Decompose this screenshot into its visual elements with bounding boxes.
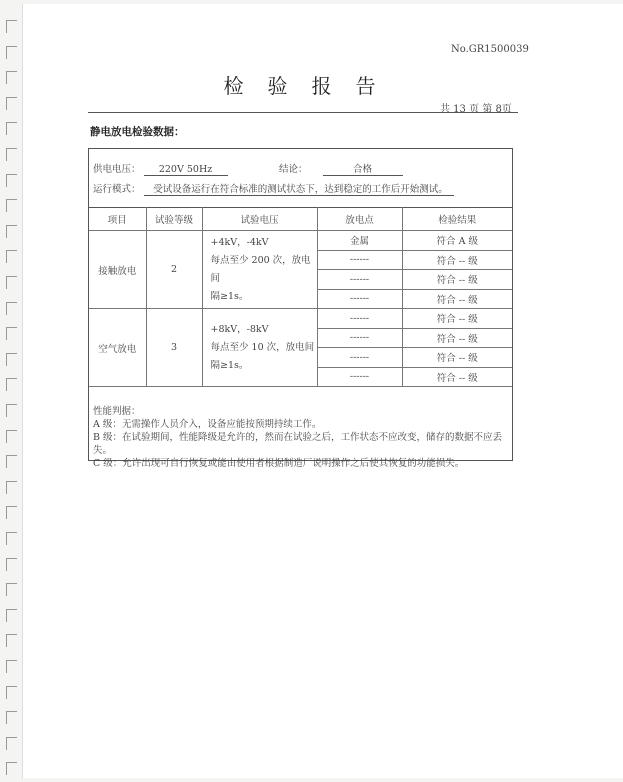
test-result: 符合 -- 级 <box>402 270 512 290</box>
supply-field <box>93 161 228 176</box>
contact-item: 接触放电 <box>89 231 146 309</box>
test-result: 符合 -- 级 <box>402 250 512 270</box>
test-result: 符合 -- 级 <box>402 367 512 387</box>
air-voltage-line: +8kV，-8kV <box>210 323 269 335</box>
contact-voltage <box>202 231 317 309</box>
test-data-box <box>88 148 513 469</box>
header-point: 放电点 <box>317 208 402 231</box>
conclusion-label: 结论： <box>279 164 308 175</box>
discharge-point: ------ <box>317 367 402 387</box>
contact-level: 2 <box>146 231 202 309</box>
header-result: 检验结果 <box>402 208 512 231</box>
contact-voltage-line: 隔≥1s。 <box>210 290 249 302</box>
test-result: 符合 -- 级 <box>402 348 512 368</box>
air-voltage-line: 隔≥1s。 <box>210 359 249 371</box>
test-result: 符合 A 级 <box>402 231 512 251</box>
discharge-point: ------ <box>317 289 402 309</box>
air-voltage <box>202 309 317 387</box>
header-rule <box>88 112 518 113</box>
page-title: 检验报告 <box>223 74 400 98</box>
table-header-row <box>89 208 512 231</box>
contact-voltage-line: +4kV，-4kV <box>210 236 269 248</box>
table-row <box>89 309 512 329</box>
supply-label: 供电电压： <box>93 164 141 175</box>
mode-label: 运行模式： <box>93 184 141 195</box>
discharge-point: 金属 <box>317 231 402 251</box>
discharge-point: ------ <box>317 348 402 368</box>
conclusion-field <box>279 161 403 176</box>
conclusion-value: 合格 <box>323 161 403 176</box>
contact-voltage-line: 每点至少 200 次，放电间 <box>210 254 311 284</box>
table-row <box>89 231 512 251</box>
header-voltage: 试验电压 <box>202 208 317 231</box>
mode-field <box>93 181 454 196</box>
page-info: 共 13 页 第 8页 <box>440 104 512 115</box>
criteria-c: C 级：允许出现可自行恢复或能由使用者根据制造厂说明操作之后使其恢复的功能损失。 <box>93 458 465 469</box>
test-result: 符合 -- 级 <box>402 328 512 348</box>
discharge-point: ------ <box>317 250 402 270</box>
air-item: 空气放电 <box>89 309 146 387</box>
discharge-point: ------ <box>317 270 402 290</box>
test-result: 符合 -- 级 <box>402 309 512 329</box>
test-result: 符合 -- 级 <box>402 289 512 309</box>
mode-value: 受试设备运行在符合标准的测试状态下，达到稳定的工作后开始测试。 <box>144 181 454 196</box>
air-voltage-line: 每点至少 10 次，放电间 <box>210 341 315 353</box>
criteria-a: A 级：无需操作人员介入，设备应能按预期持续工作。 <box>93 419 322 430</box>
discharge-point: ------ <box>317 328 402 348</box>
discharge-point: ------ <box>317 309 402 329</box>
header-item: 项目 <box>89 208 146 231</box>
supply-value: 220V 50Hz <box>144 164 228 176</box>
header-level: 试验等级 <box>146 208 202 231</box>
esd-results-table <box>89 207 512 387</box>
criteria-b: B 级：在试验期间，性能降级是允许的，然而在试验之后，工作状态不应改变，储存的数据不应丢失。 <box>93 432 503 456</box>
document-number: No.GR1500039 <box>451 44 529 55</box>
criteria-heading: 性能判据： <box>93 406 141 417</box>
section-title: 静电放电检验数据： <box>90 126 185 138</box>
performance-criteria <box>93 405 512 470</box>
air-level: 3 <box>146 309 202 387</box>
